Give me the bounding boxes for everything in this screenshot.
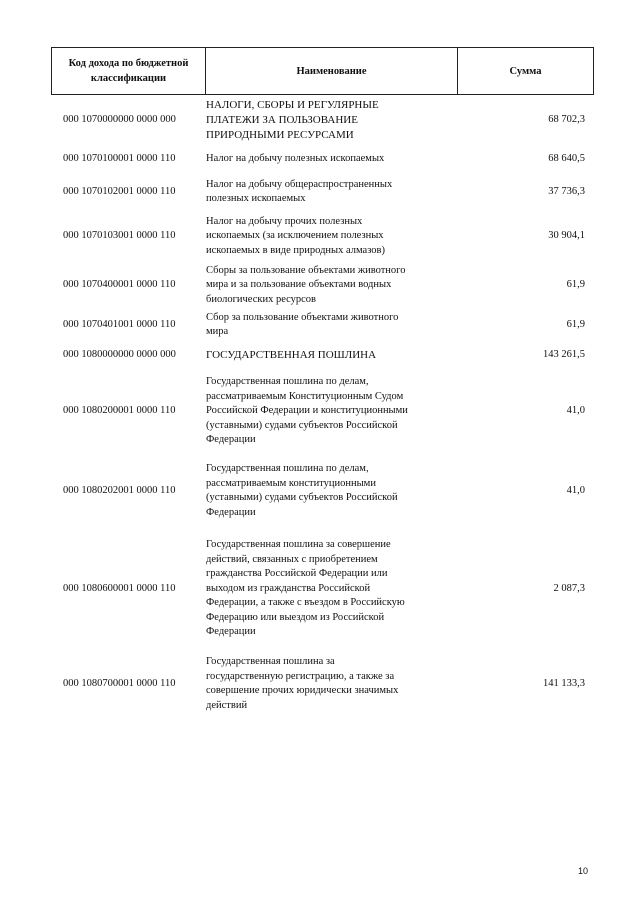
table-row: [51, 214, 594, 259]
row-sum: 61,9: [566, 318, 585, 330]
row-name: Государственная пошлина за совершение действий, связанных с приобретением гражданства Российской Федерации или выходом из гражданства Российской Федерации, а также с въездом в Российскую Федерацию или выездом из Российской Федерации: [206, 539, 405, 638]
row-code: 000 1080000000 0000 000: [63, 348, 176, 360]
row-sum: 41,0: [566, 484, 585, 496]
row-code: 000 1070400001 0000 110: [63, 279, 176, 291]
table-row: [51, 151, 594, 167]
table-header: [51, 47, 594, 95]
table-row: [51, 347, 594, 363]
table-row: [51, 653, 594, 715]
table-row: [51, 310, 594, 340]
header-code-column: Код дохода по бюджетной классификации: [52, 48, 206, 94]
table-row: [51, 536, 594, 642]
row-sum: 37 736,3: [548, 185, 585, 197]
row-name: Государственная пошлина по делам, рассматриваемым Конституционным Судом Российской Федерации и конституционными (уставными) судами субъектов Российской Федерации: [206, 376, 408, 446]
row-name: Государственная пошлина по делам, рассматриваемым конституционными (уставными) судами субъектов Российской Федерации: [206, 463, 398, 518]
header-name-column: Наименование: [206, 48, 458, 94]
row-name: Налог на добычу общераспространенных полезных ископаемых: [206, 178, 393, 204]
table-row: [51, 97, 594, 143]
row-code: 000 1070103001 0000 110: [63, 230, 176, 242]
row-name: Сборы за пользование объектами животного мира и за пользование объектами водных биологических ресурсов: [206, 264, 406, 305]
row-name: Сбор за пользование объектами животного мира: [206, 311, 399, 337]
row-sum: 68 640,5: [548, 152, 585, 164]
row-code: 000 1080202001 0000 110: [63, 484, 176, 496]
row-name: НАЛОГИ, СБОРЫ И РЕГУЛЯРНЫЕ ПЛАТЕЖИ ЗА ПОЛЬЗОВАНИЕ ПРИРОДНЫМИ РЕСУРСАМИ: [206, 98, 379, 141]
row-code: 000 1070102001 0000 110: [63, 185, 176, 197]
row-code: 000 1070000000 0000 000: [63, 113, 176, 125]
row-name: Налог на добычу прочих полезных ископаемых (за исключением полезных ископаемых в виде природных алмазов): [206, 215, 385, 256]
row-code: 000 1080700001 0000 110: [63, 677, 176, 689]
row-code: 000 1080600001 0000 110: [63, 582, 176, 594]
row-sum: 141 133,3: [543, 677, 585, 689]
row-sum: 2 087,3: [553, 582, 585, 594]
row-name: ГОСУДАРСТВЕННАЯ ПОШЛИНА: [206, 348, 377, 361]
row-code: 000 1070100001 0000 110: [63, 152, 176, 164]
row-name: Налог на добычу полезных ископаемых: [206, 152, 385, 164]
row-sum: 61,9: [566, 279, 585, 291]
row-sum: 30 904,1: [548, 230, 585, 242]
row-sum: 143 261,5: [543, 348, 585, 360]
header-sum-column: Сумма: [509, 65, 542, 77]
row-name: Государственная пошлина за государственную регистрацию, а также за совершение прочих юридически значимых действий: [206, 656, 399, 711]
table-row: [51, 460, 594, 522]
row-code: 000 1080200001 0000 110: [63, 405, 176, 417]
table-row: [51, 263, 594, 308]
row-sum: 68 702,3: [548, 113, 585, 125]
table-row: [51, 374, 594, 449]
row-sum: 41,0: [566, 405, 585, 417]
page-number: 10: [578, 866, 589, 876]
table-row: [51, 177, 594, 207]
row-code: 000 1070401001 0000 110: [63, 318, 176, 330]
